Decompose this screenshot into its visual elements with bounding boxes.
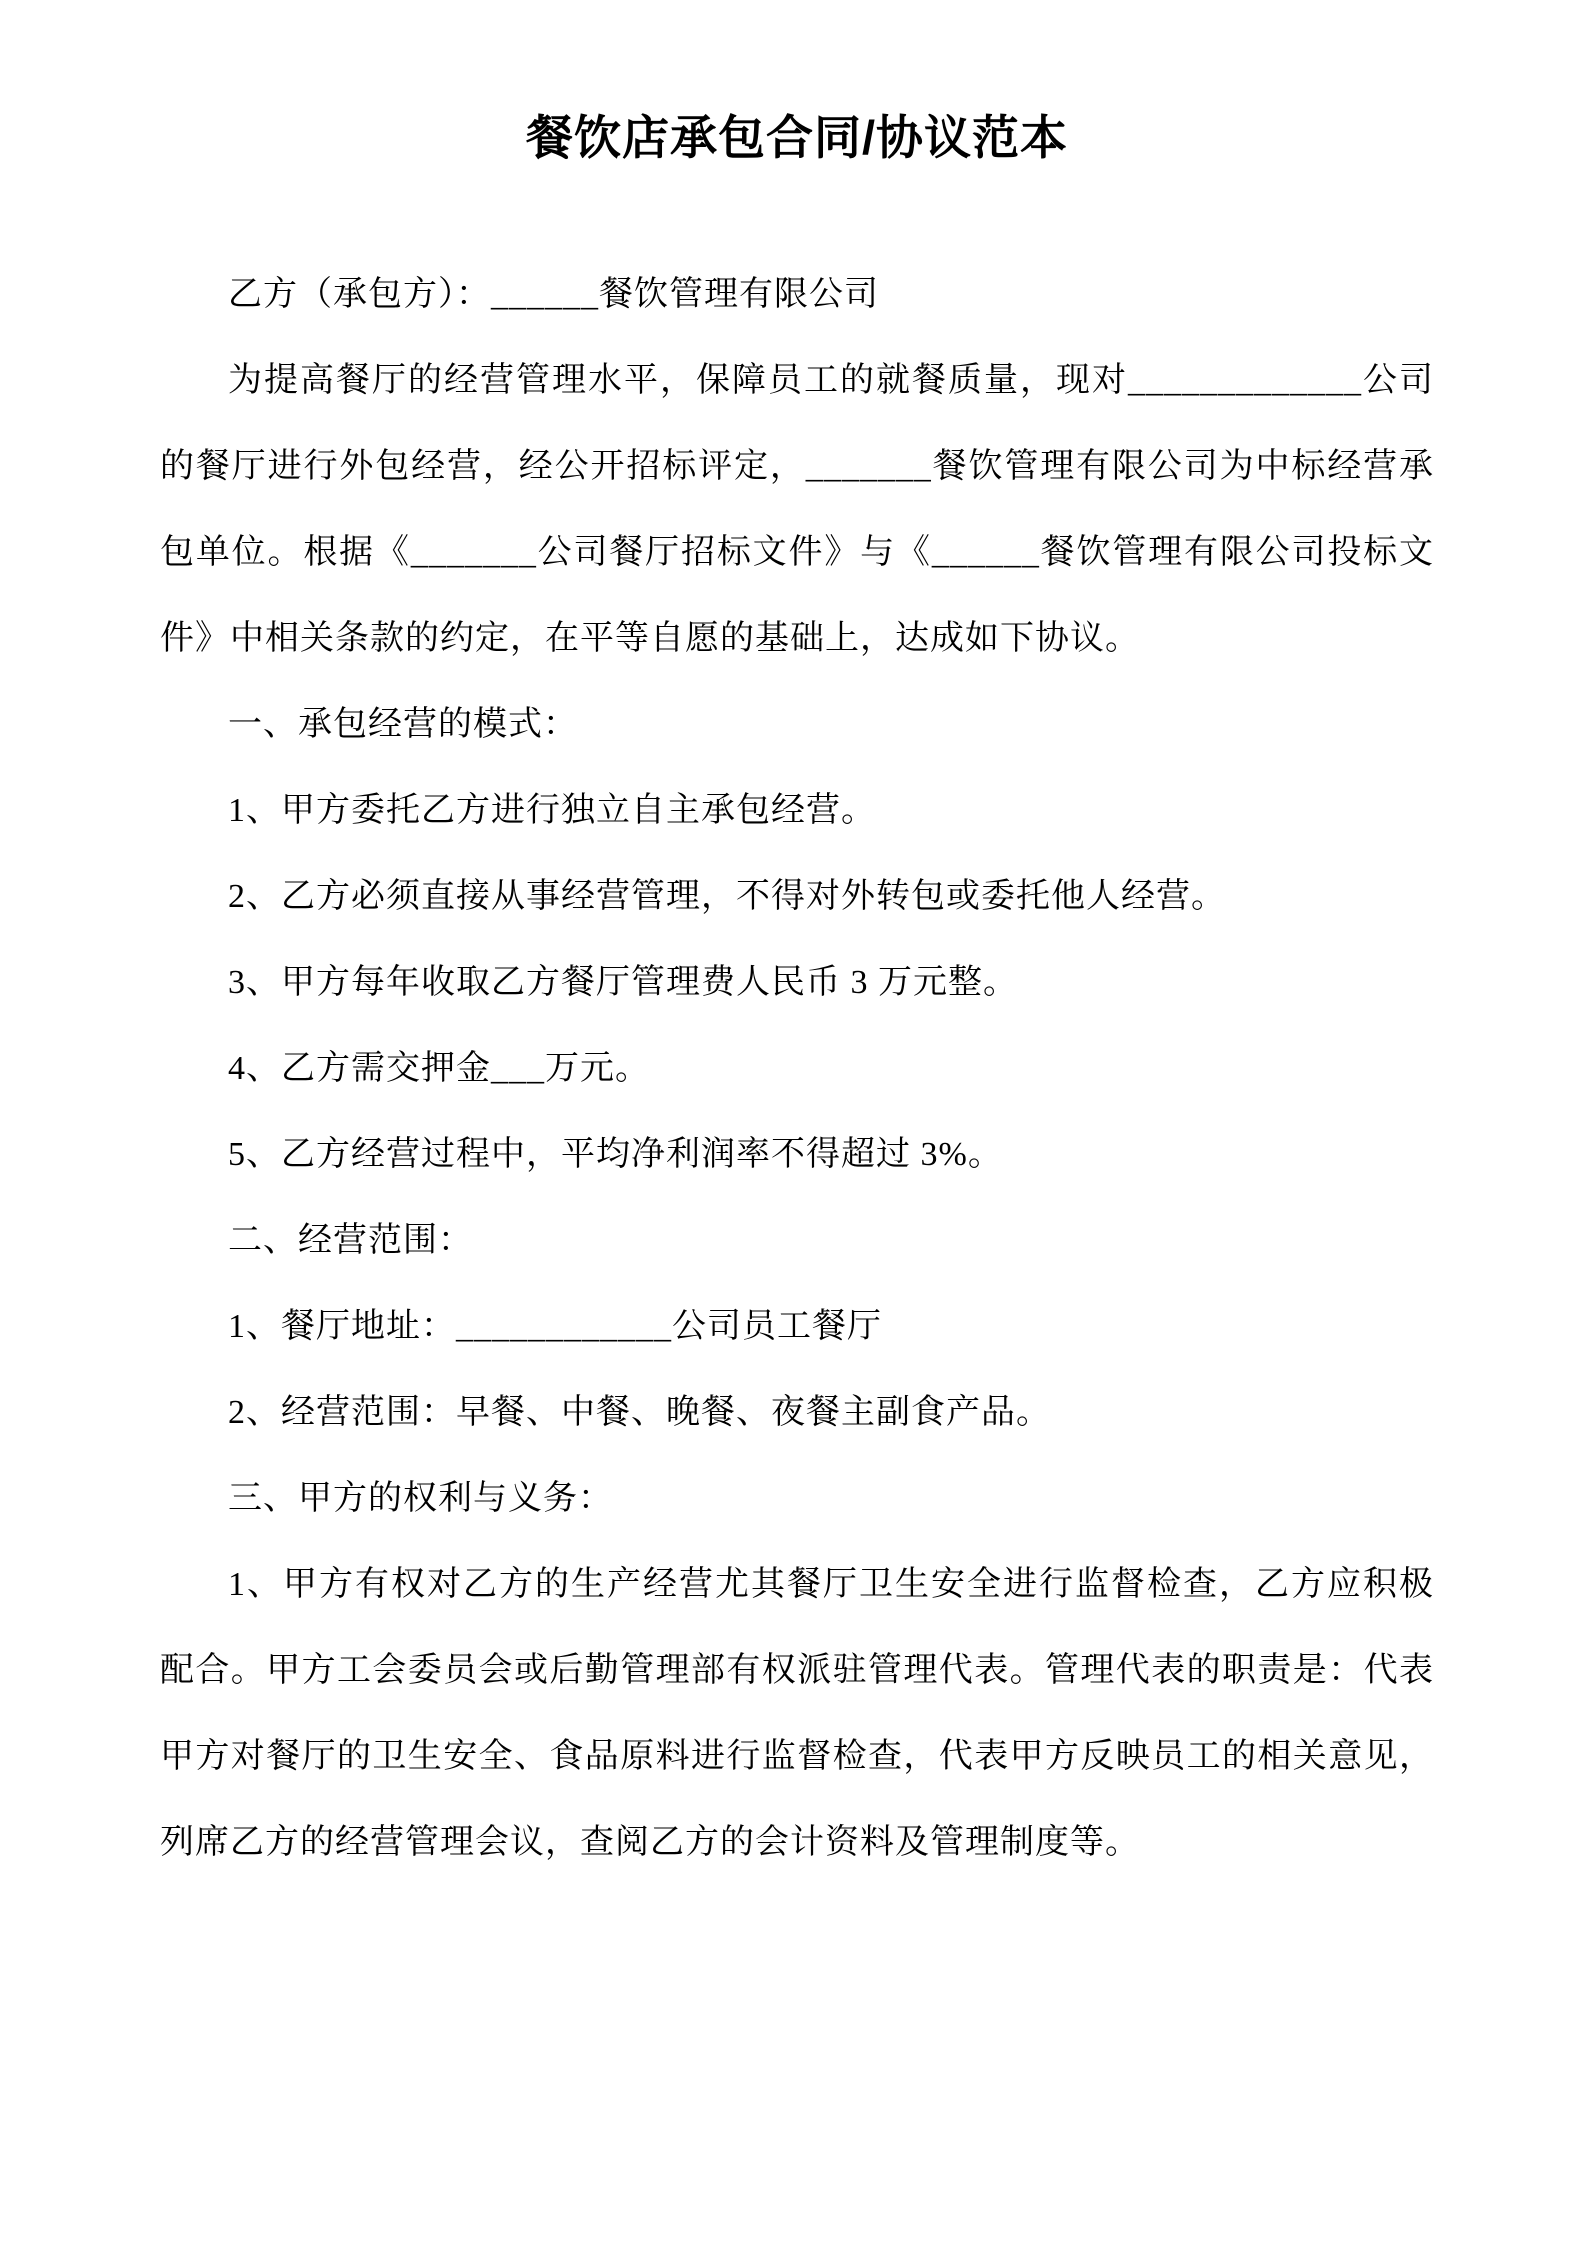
paragraph: 2、乙方必须直接从事经营管理，不得对外转包或委托他人经营。: [228, 878, 1226, 916]
paragraph: 1、甲方委托乙方进行独立自主承包经营。: [228, 792, 876, 830]
paragraph: 3、甲方每年收取乙方餐厅管理费人民币 3 万元整。: [228, 964, 1018, 1002]
paragraph: 4、乙方需交押金___万元。: [228, 1050, 650, 1088]
document-body: [160, 252, 1434, 1886]
paragraph: 1、餐厅地址：____________公司员工餐厅: [228, 1308, 882, 1346]
paragraph: 1、甲方有权对乙方的生产经营尤其餐厅卫生安全进行监督检查，乙方应积极配合。甲方工会委员会或后勤管理部有权派驻管理代表。管理代表的职责是：代表甲方对餐厅的卫生安全、食品原料进行监督检查，代表甲方反映员工的相关意见，列席乙方的经营管理会议，查阅乙方的会计资料及管理制度等。: [160, 1566, 1434, 1862]
paragraph: 5、乙方经营过程中，平均净利润率不得超过 3%。: [228, 1136, 1003, 1174]
document-title: 餐饮店承包合同/协议范本: [525, 111, 1069, 164]
paragraph: 二、经营范围：: [228, 1222, 473, 1260]
paragraph: 为提高餐厅的经营管理水平，保障员工的就餐质量，现对_____________公司的餐厅进行外包经营，经公开招标评定，_______餐饮管理有限公司为中标经营承包单位。根据《_______公司餐厅招标文件》与《______餐饮管理有限公司投标文件》中相关条款的约定，在平等自愿的基础上，达成如下协议。: [160, 362, 1434, 658]
paragraph: 三、甲方的权利与义务：: [228, 1480, 613, 1518]
paragraph: 一、承包经营的模式：: [228, 706, 578, 744]
paragraph: 乙方（承包方）：______餐饮管理有限公司: [228, 276, 879, 314]
paragraph: 2、经营范围：早餐、中餐、晚餐、夜餐主副食产品。: [228, 1394, 1051, 1432]
